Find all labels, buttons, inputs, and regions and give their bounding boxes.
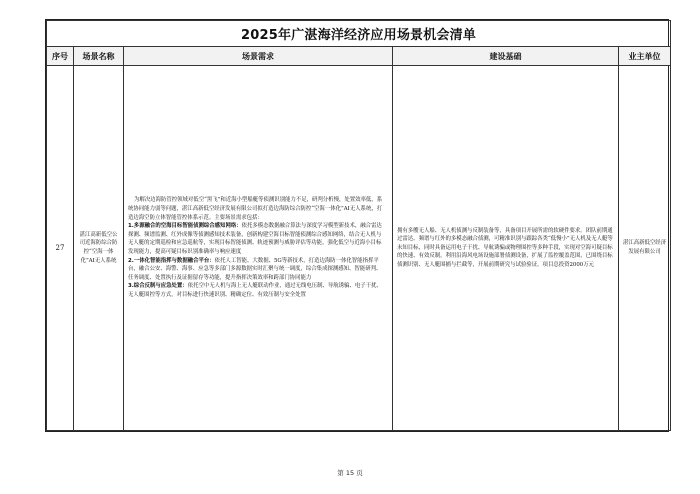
header-scene-demand: 场景需求 — [124, 47, 393, 66]
header-scene-name: 场景名称 — [74, 47, 124, 66]
demand-section-3-title: 3.综合反制与应急处置： — [128, 283, 188, 290]
header-construction-base: 建设基础 — [393, 47, 619, 66]
demand-section-2-text: 依托人工智能、大数据、5G等新技术，打造边海防一体化智能指挥平台，融合公安、海警、海事、应急等多部门多源数据实时汇聚与统一调度，综合集成探测感知、智能研判、任务调度、处置执行及证据留存等功能，提升指挥决策效率和跨部门协同能力 — [128, 257, 382, 281]
row-scene-demand — [124, 66, 393, 431]
header-owner-unit: 业主单位 — [619, 47, 671, 66]
opportunity-table — [46, 20, 671, 431]
document-table-frame — [45, 19, 669, 432]
demand-section-3-text: 依托空中无人机与海上无人艇联动作业，通过无线电压制、导航诱骗、电子干扰、无人艇围控等方式，对目标进行快速识别、精确定位、有效压制与安全处置 — [128, 283, 382, 298]
demand-section-2-title: 2.一体化智能指挥与数据融合平台： — [128, 257, 215, 264]
row-scene-name: 湛江高新低空公司近海防综合防控“空海一体化”AI无人系统 — [74, 66, 124, 431]
demand-section-1-title: 1.多源融合的空海目标智能侦测综合感知网络： — [128, 223, 242, 230]
row-seq: 27 — [47, 66, 74, 431]
demand-section-3 — [128, 282, 386, 299]
row-owner-unit: 湛江高新低空经济发展有限公司 — [619, 66, 671, 431]
header-seq: 序号 — [47, 47, 74, 66]
row-construction-base: 拥有多艘无人船、无人机侦测与反制装备等，具备项目开展所需的软硬件要求。团队前期通过雷达、频谱与红外的多模态融合侦测，可精准识别与跟踪各类“低慢小”无人机及无人艇等未知目标，同时具备运用电子干扰、导航诱骗或物理围控等多种手段，实现对空海可疑目标的快速、有效反制。利用沿海风电场设施部署侦测设备，扩展了监控覆盖范围，已围绕目标侦测识别、无人艇围捕与拦截等，开展前期研究与试验验证。项目总投资2000万元 — [393, 66, 619, 431]
demand-section-2 — [128, 257, 386, 283]
document-title: 2025年广湛海洋经济应用场景机会清单 — [47, 21, 671, 47]
demand-section-1-text: 依托多模态数据融合算法与深度学习模型新技术，融合雷达探测、频谱监测、红外成像等侦测感知技术装备，创新构建空海目标智能侦测综合感知网络，结合无人机与无人艇的定期巡检和应急巡航等，实现目标智能侦测、轨迹预测与威胁评估等功能，强化低空与近海小目标发现能力，提高可疑目标识别准确率与响应速度 — [128, 223, 382, 255]
demand-section-1 — [128, 222, 386, 256]
page-number: 第 15 页 — [337, 469, 363, 477]
demand-intro: 为解决边海防管控领域对低空“黑飞”和近海小型船艇等侦测识别能力不足，研判分析慢，处置效率低，系统协同能力弱等问题，湛江高新低空经济发展有限公司拟打造边海防综合防控“空海一体化”AI无人系统，打造边海空防立体智能管控体系示范。主要场景需求包括： — [128, 197, 383, 221]
table-row — [47, 66, 671, 431]
